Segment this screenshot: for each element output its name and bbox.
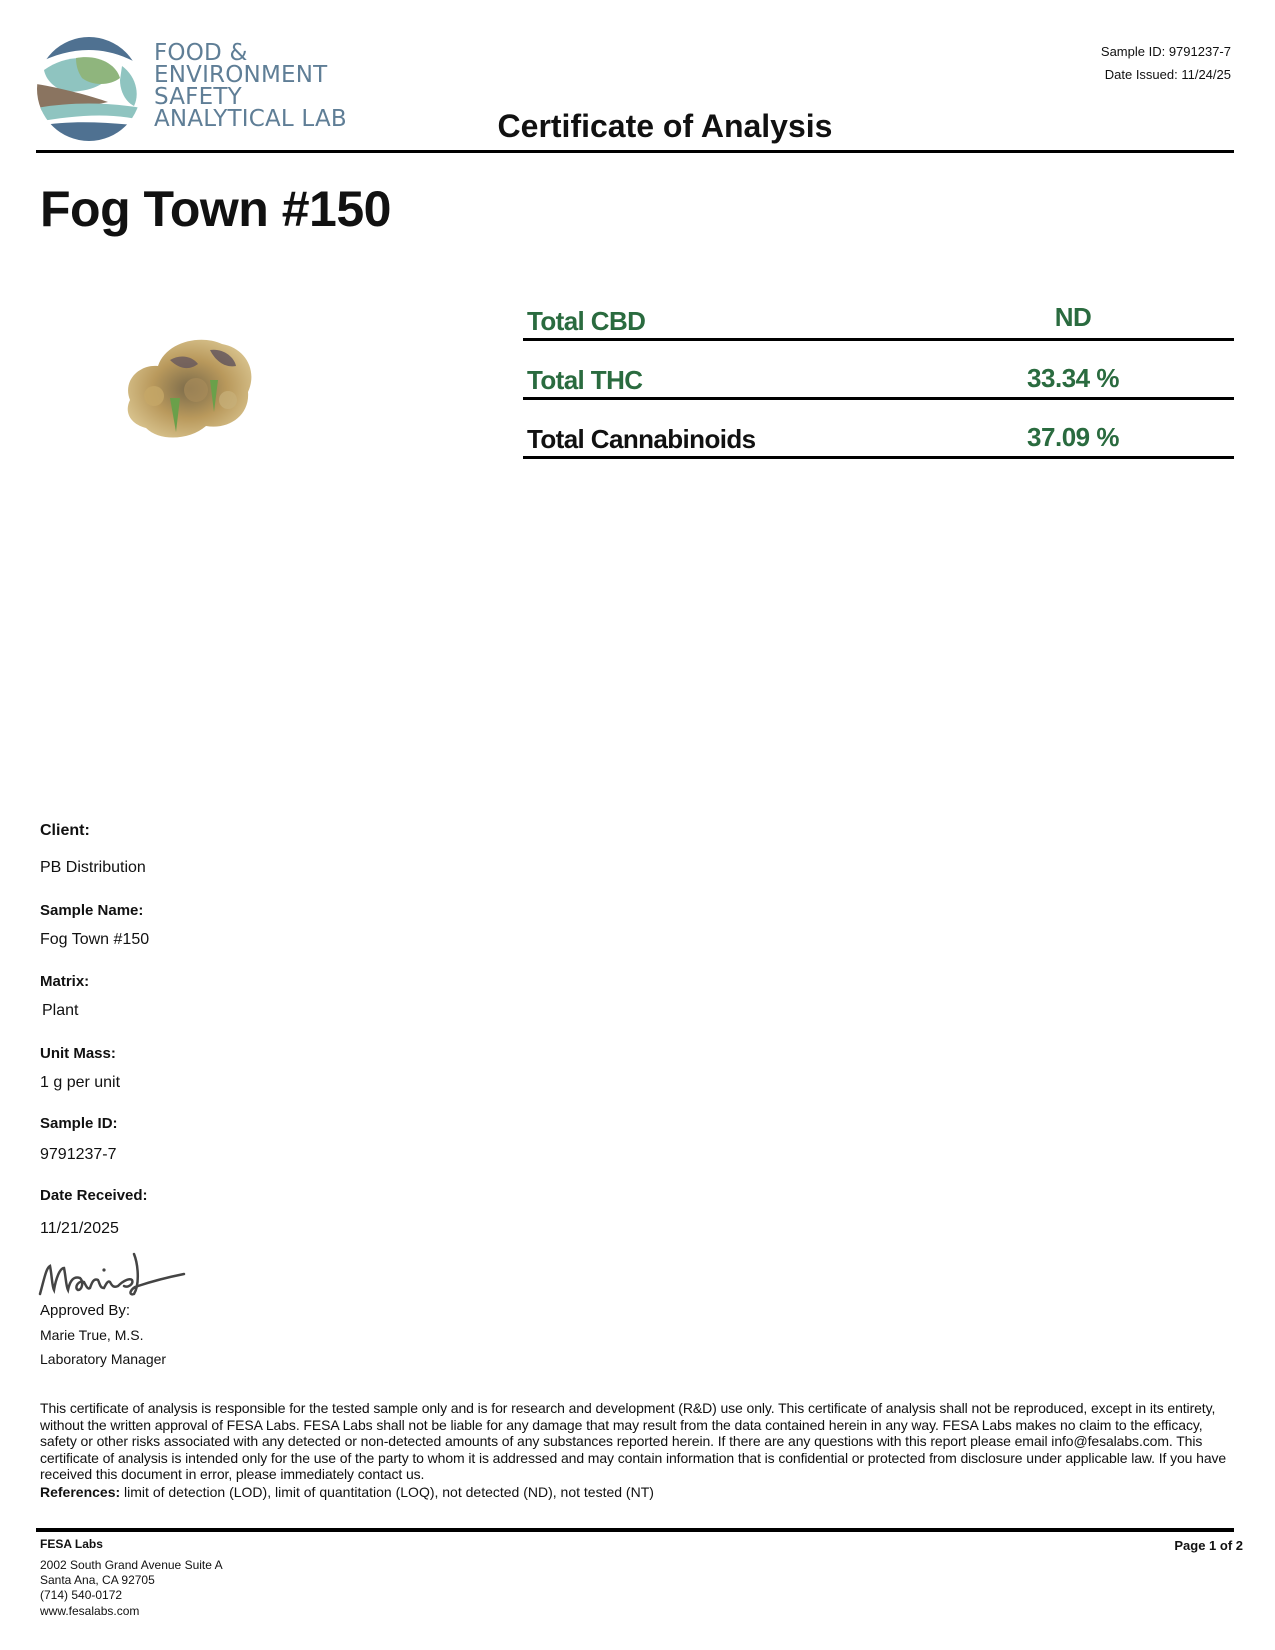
sample-title: Fog Town #150 [40,181,391,237]
unit-mass-label: Unit Mass: [40,1045,116,1062]
date-received-value: 11/21/2025 [40,1220,119,1237]
logo-line: ANALYTICAL LAB [154,106,347,132]
logo-line: ENVIRONMENT [154,62,328,88]
summary-label: Total CBD [527,306,646,336]
header-date-issued: Date Issued: 11/24/25 [1104,67,1231,82]
sample-id-value: 9791237-7 [40,1146,117,1163]
unit-mass-value: 1 g per unit [40,1074,121,1091]
summary-label: Total Cannabinoids [527,424,756,454]
matrix-value: Plant [42,1002,79,1019]
summary-row-total-thc [523,342,1234,400]
address-line: 2002 South Grand Avenue Suite A [40,1558,223,1572]
references [40,1484,654,1500]
references-text: limit of detection (LOD), limit of quantitation (LOQ), not detected (ND), not tested (NT) [120,1484,654,1500]
cannabis-bud-image [110,320,260,450]
phone: (714) 540-0172 [40,1588,123,1603]
logo-line: SAFETY [154,84,242,110]
summary-divider [523,338,1234,341]
approved-by-label: Approved By: [40,1302,131,1319]
footer-address [40,1558,223,1619]
matrix-label: Matrix: [40,973,90,990]
summary-divider [523,456,1234,459]
page-number: Page 1 of 2 [1174,1538,1243,1553]
sample-id-label: Sample ID: [40,1115,118,1132]
summary-value: 33.34 % [1027,363,1119,393]
approver-name: Marie True, M.S. [40,1327,144,1343]
address-line: Santa Ana, CA 92705 [40,1573,155,1588]
footer-divider [36,1528,1234,1532]
summary-row-total-cannabinoids [523,401,1234,459]
document-title: Certificate of Analysis [497,108,833,144]
date-received-label: Date Received: [40,1187,148,1204]
summary-value: 37.09 % [1027,422,1119,452]
website-link[interactable]: www.fesalabs.com [40,1603,140,1618]
summary-divider [523,397,1234,400]
client-label: Client: [40,822,90,839]
sample-name-label: Sample Name: [40,902,144,919]
summary-value: ND [1054,302,1092,332]
footer-company: FESA Labs [40,1537,103,1551]
logo-line: FOOD & [154,40,248,66]
header-divider [36,150,1234,153]
summary-row-total-cbd [523,283,1234,341]
summary-label: Total THC [527,365,643,395]
header-meta [1101,40,1231,86]
header-sample-id: Sample ID: 9791237-7 [1100,44,1231,59]
client-value: PB Distribution [40,859,146,876]
references-label: References: [40,1484,121,1500]
signature-image [38,1250,188,1300]
sample-name-value: Fog Town #150 [40,931,150,948]
disclaimer-text: This certificate of analysis is responsible for the tested sample only and is for research and development (R&D) use only. This certificate of analysis shall not be reproduced, except in its entirety, without the written approval of FESA Labs. FESA Labs shall not be liable for any damage that may result from the data contained herein in any way. FESA Labs makes no claim to the efficacy, safety or other risks associated with any detected or non-detected amounts of any substances reported herein. If there are any questions with this report please email info@fesalabs.com. This certificate of analysis is intended only for the use of the party to whom it is addressed and may contain information that is confidential or protected from disclosure under applicable law. If you have received this document in error, please immediately contact us. [40,1400,1227,1483]
approver-title: Laboratory Manager [40,1351,167,1367]
